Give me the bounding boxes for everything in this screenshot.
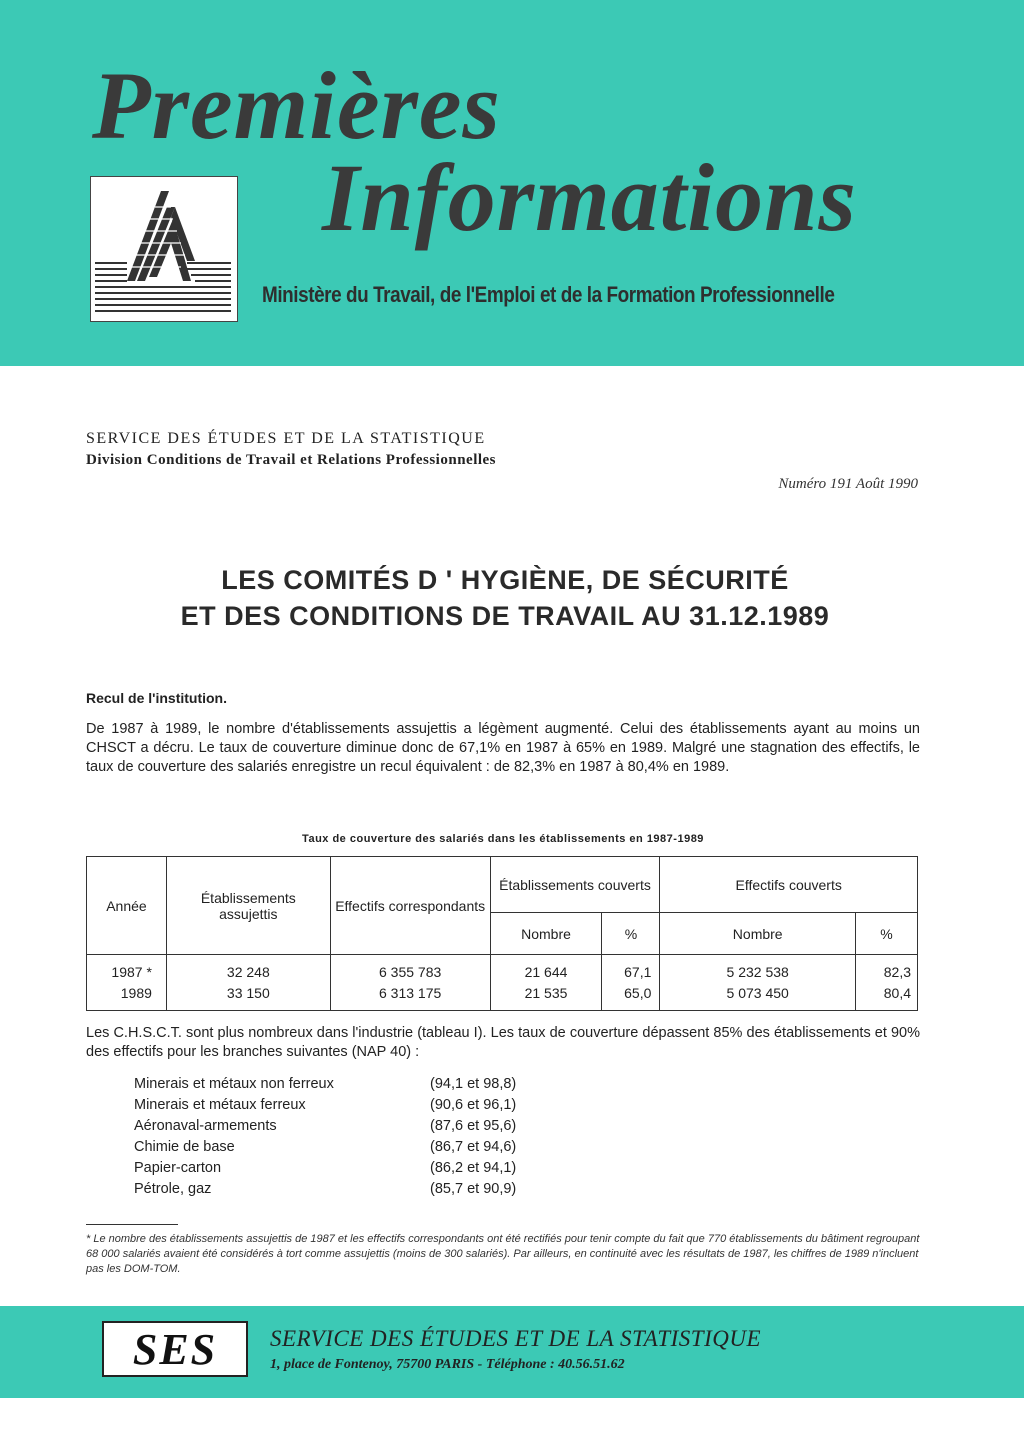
list-item [134,1076,516,1097]
row-etab: 33 150 [226,984,270,1001]
sector-name: Pétrole, gaz [134,1181,212,1197]
ses-logo: SES [102,1321,248,1377]
table-data-rows [87,955,918,1011]
section-heading: Recul de l'institution. [86,690,227,706]
header-etab-assujettis: Établissements assujettis [166,857,330,955]
sector-rates: (86,2 et 94,1) [430,1160,517,1176]
row-etab-pct: 65,0 [624,984,652,1001]
ministry-logo-graphic [91,177,237,321]
article-title-line2: ET DES CONDITIONS DE TRAVAIL AU 31.12.1989 [180,601,830,631]
list-item [134,1139,516,1160]
sector-rates: (90,6 et 96,1) [430,1097,517,1113]
row-effectifs: 6 355 783 [379,963,442,980]
coverage-table [86,856,918,1011]
header-effectifs-couverts: Effectifs couverts [660,857,918,913]
row-annee: 1987 * [111,963,152,980]
publication-title-line2: Informations [322,144,857,251]
publication-title-line1: Premières [92,52,501,159]
header-annee: Année [87,857,167,955]
sector-name: Minerais et métaux ferreux [134,1097,306,1113]
footer-service-name: SERVICE DES ÉTUDES ET DE LA STATISTIQUE [270,1326,762,1351]
sector-rates: (85,7 et 90,9) [430,1181,517,1197]
row-etab-pct: 67,1 [624,963,652,980]
ministry-logo [90,176,238,322]
footnote-divider [86,1224,178,1225]
sector-rates: (86,7 et 94,6) [430,1139,517,1155]
row-eff-nombre: 5 232 538 [726,963,789,980]
paragraph-intro: De 1987 à 1989, le nombre d'établissements assujettis a légèment augmenté. Celui des établissements ayant au moins un CHSCT a décru. Le taux de couverture diminue donc de 67,1% en 1987 à 65% en 1989. Malgré une stagnation des effectifs, le taux de couverture des salariés enregistre un recul équivalent : de 82,3% en 1987 à 80,4% en 1989. [86,721,920,775]
sector-rates: (94,1 et 98,8) [430,1076,517,1092]
article-title-line1: LES COMITÉS D ' HYGIÈNE, DE SÉCURITÉ [221,565,789,595]
paragraph-industry: Les C.H.S.C.T. sont plus nombreux dans l'industrie (tableau I). Les taux de couverture dépassent 85% des établissements et 90% des effectifs pour les branches suivantes (NAP 40) : [86,1025,920,1060]
sector-rates: (87,6 et 95,6) [430,1118,517,1134]
row-etab: 32 248 [226,963,270,980]
header-etab-nombre: Nombre [490,913,602,955]
division-name: Division Conditions de Travail et Relations Professionnelles [86,452,497,468]
list-item [134,1118,516,1139]
header-effectifs-correspondants: Effectifs correspondants [330,857,490,955]
article-title [86,562,924,634]
row-etab-nombre: 21 535 [524,984,568,1001]
sector-name: Papier-carton [134,1160,222,1176]
row-etab-nombre: 21 644 [524,963,568,980]
header-eff-nombre: Nombre [660,913,856,955]
sector-name: Chimie de base [134,1139,235,1155]
ministry-name: Ministère du Travail, de l'Emploi et de la Formation Professionnelle [262,282,835,307]
sector-name: Minerais et métaux non ferreux [134,1076,334,1092]
issue-number: Numéro 191 Août 1990 [778,476,918,492]
row-eff-pct: 80,4 [883,984,911,1001]
header-etab-couverts: Établissements couverts [490,857,660,913]
header-eff-pct: % [856,913,918,955]
service-name: SERVICE DES ÉTUDES ET DE LA STATISTIQUE [86,430,486,447]
footer-address: 1, place de Fontenoy, 75700 PARIS - Téléphone : 40.56.51.62 [270,1357,625,1372]
sector-list [134,1076,516,1202]
table-caption: Taux de couverture des salariés dans les établissements en 1987-1989 [302,833,704,845]
row-annee: 1989 [120,984,152,1001]
header-etab-pct: % [602,913,660,955]
row-eff-pct: 82,3 [883,963,911,980]
row-eff-nombre: 5 073 450 [726,984,789,1001]
list-item [134,1181,516,1202]
list-item [134,1097,516,1118]
list-item [134,1160,516,1181]
sector-name: Aéronaval-armements [134,1118,277,1134]
footnote: * Le nombre des établissements assujettis de 1987 et les effectifs correspondants ont été rectifiés pour tenir compte du fait que 770 établissements du bâtiment regroupant 68 000 salariés avaient été considérés à tort comme assujettis (moins de 300 salariés). Par ailleurs, en continuité avec les résultats de 1987, les chiffres de 1989 n'incluent pas les DOM-TOM. [86,1233,920,1275]
row-effectifs: 6 313 175 [379,984,442,1001]
